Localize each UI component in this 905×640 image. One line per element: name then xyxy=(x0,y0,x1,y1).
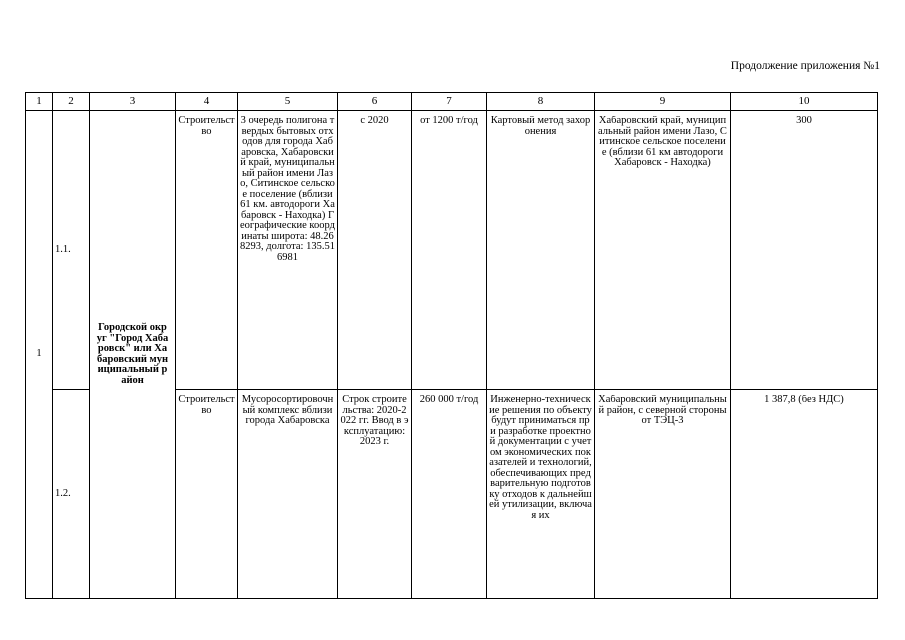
organization-cell: Городской округ "Город Хабаровск" или Хабаровский муниципальный район xyxy=(90,111,176,599)
object-cell xyxy=(238,111,338,390)
method-text: Картовый метод захоронения xyxy=(490,116,591,137)
term-text: с 2020 xyxy=(360,116,389,126)
capacity-cell xyxy=(412,111,487,390)
location-text: Хабаровский край, муниципальный район имени Лазо, Ситинское сельское поселение (вблизи 61 км автодороги Хабаровск - Находка) xyxy=(598,116,727,168)
capacity-text: от 1200 т/год xyxy=(420,116,478,126)
cost-text: 1 387,8 (без НДС) xyxy=(764,395,844,405)
term-cell xyxy=(338,390,412,599)
method-cell xyxy=(487,390,595,599)
type-text: Строительство xyxy=(178,116,235,137)
group-number-cell: 1 xyxy=(26,111,53,599)
cost-cell xyxy=(731,111,878,390)
table-row xyxy=(26,111,878,390)
row-number-cell: 1.1. xyxy=(53,111,90,390)
column-header: 4 xyxy=(176,93,238,111)
column-header: 7 xyxy=(412,93,487,111)
column-header: 2 xyxy=(53,93,90,111)
type-text: Строительство xyxy=(178,395,235,416)
location-cell xyxy=(595,390,731,599)
row-number-cell: 1.2. xyxy=(53,390,90,599)
method-text: Инженерно-технические решения по объекту будут приниматься при разработке проектной документации с учетом экономических показателей и технологий, обеспечивающих предварительную подготовку отходов к дальнейшей утилизации, включая их xyxy=(489,395,592,521)
column-header: 5 xyxy=(238,93,338,111)
column-header: 8 xyxy=(487,93,595,111)
appendix-caption: Продолжение приложения №1 xyxy=(730,60,880,72)
type-cell xyxy=(176,390,238,599)
method-cell xyxy=(487,111,595,390)
term-text: Строк строительства: 2020-2022 гг. Ввод в эксплуатацию: 2023 г. xyxy=(340,395,409,447)
cost-text: 300 xyxy=(796,116,812,126)
object-cell xyxy=(238,390,338,599)
capacity-text: 260 000 т/год xyxy=(419,395,479,405)
location-text: Хабаровский муниципальный район, с северной стороны от ТЭЦ-3 xyxy=(598,395,727,426)
object-text: 3 очередь полигона твердых бытовых отходов для города Хабаровска, Хабаровский край, муниципальный район имени Лазо, Ситинское сельское поселение (вблизи 61 км. автодороги Хабаровск - Находка) Географические координаты широта: 48.268293, долгота: 135.516981 xyxy=(240,116,335,263)
appendix-table xyxy=(25,92,878,599)
type-cell xyxy=(176,111,238,390)
capacity-cell xyxy=(412,390,487,599)
location-cell xyxy=(595,111,731,390)
column-header: 9 xyxy=(595,93,731,111)
term-cell xyxy=(338,111,412,390)
column-number-row xyxy=(26,93,878,111)
column-header: 1 xyxy=(26,93,53,111)
column-header: 3 xyxy=(90,93,176,111)
column-header: 6 xyxy=(338,93,412,111)
object-text: Мусоросортировочный комплекс вблизи города Хабаровска xyxy=(241,395,334,426)
column-header: 10 xyxy=(731,93,878,111)
cost-cell xyxy=(731,390,878,599)
